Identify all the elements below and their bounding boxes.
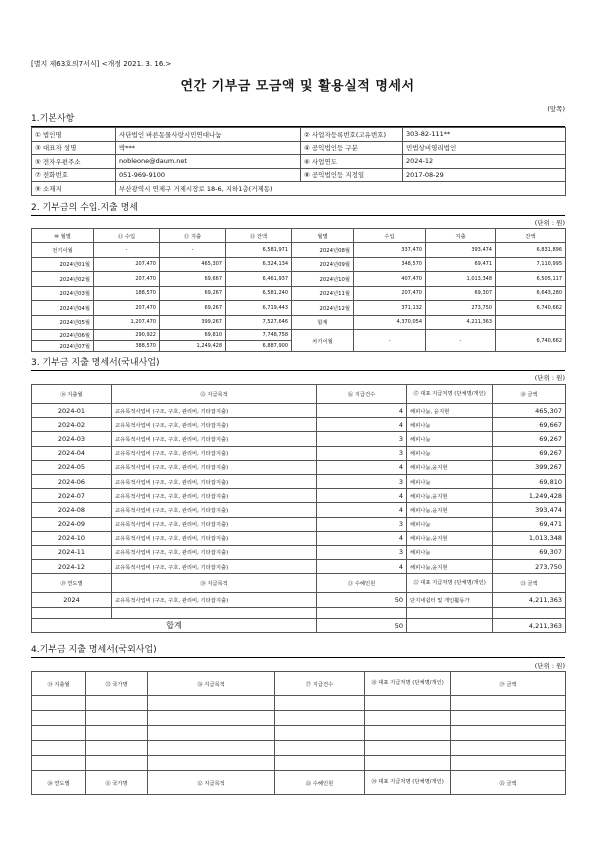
empty-cell bbox=[365, 726, 451, 741]
month-cell: 2024-08 bbox=[32, 503, 112, 517]
table-row bbox=[32, 272, 566, 287]
empty-cell bbox=[365, 696, 451, 711]
month-cell: 2024-09 bbox=[32, 517, 112, 531]
month-cell: 2024-12 bbox=[32, 560, 112, 574]
column-header: 수입 bbox=[354, 229, 426, 243]
count-cell: 4 bbox=[317, 503, 407, 517]
month-cell: 2024-11 bbox=[32, 545, 112, 559]
balance-cell: 6,719,443 bbox=[226, 301, 292, 316]
income-cell: 371,132 bbox=[354, 301, 426, 316]
expense-cell: 393,474 bbox=[426, 243, 496, 258]
table-row bbox=[32, 141, 566, 155]
column-header: ㉚ 연도별 bbox=[32, 771, 86, 795]
column-header: 잔액 bbox=[496, 229, 566, 243]
column-header: ㉑ 수혜인원 bbox=[317, 574, 407, 593]
column-header: ㉓ 금액 bbox=[493, 574, 566, 593]
amount-cell: 69,810 bbox=[493, 474, 566, 488]
count-cell: 3 bbox=[317, 517, 407, 531]
month-cell: 2024년11월 bbox=[292, 286, 354, 301]
empty-cell bbox=[275, 696, 365, 711]
amount-cell: 69,267 bbox=[493, 432, 566, 446]
table-row bbox=[32, 182, 566, 196]
total-label: 합계 bbox=[32, 619, 317, 633]
purpose-cell: 교유목적사업비 (구조, 구호, 관리비, 기타잡지출) bbox=[112, 531, 317, 545]
month-cell: 2024년04월 bbox=[32, 301, 94, 316]
domestic-expense-table bbox=[31, 384, 566, 633]
empty-cell bbox=[365, 756, 451, 771]
expense-cell: 1,013,348 bbox=[426, 272, 496, 287]
amount-cell: 1,013,348 bbox=[493, 531, 566, 545]
empty-cell bbox=[148, 741, 275, 756]
purpose-cell: 교유목적사업비 (구조, 구호, 관리비, 기타잡지출) bbox=[112, 489, 317, 503]
month-cell: 2024년02월 bbox=[32, 272, 94, 287]
carry-balance: 6,740,662 bbox=[496, 330, 566, 352]
empty-cell bbox=[275, 711, 365, 726]
table-row bbox=[32, 608, 566, 619]
purpose-cell: 교유목적사업비 (구조, 구호, 관리비, 기타잡지출) bbox=[112, 460, 317, 474]
month-cell: 2024년10월 bbox=[292, 272, 354, 287]
expense-cell: 69,267 bbox=[160, 286, 226, 301]
income-cell: 348,570 bbox=[354, 257, 426, 272]
field-label: ① 법인명 bbox=[32, 128, 116, 142]
balance-cell: 7,748,758 bbox=[226, 330, 292, 341]
recipient-cell: 해피나눔 bbox=[407, 432, 493, 446]
month-cell: 2024-05 bbox=[32, 460, 112, 474]
column-header: ㉙ 금액 bbox=[451, 672, 566, 696]
column-header: ⑭ 지출월 bbox=[32, 385, 112, 404]
month-cell: 2024-01 bbox=[32, 404, 112, 418]
column-header: ⑬ 잔액 bbox=[226, 229, 292, 243]
field-label: ⑥ 사업연도 bbox=[301, 155, 403, 169]
field-value: 부산광역시 연제구 거제시장로 18-6, 지하1층(거제동) bbox=[116, 182, 566, 196]
table-row bbox=[32, 545, 566, 559]
count-cell: 3 bbox=[317, 432, 407, 446]
amount-cell: 4,211,363 bbox=[493, 593, 566, 608]
amount-cell: 273,750 bbox=[493, 560, 566, 574]
field-label: ⑨ 소재지 bbox=[32, 182, 116, 196]
column-header: ⑲ 연도별 bbox=[32, 574, 112, 593]
field-label: ④ 공익법인등 구분 bbox=[301, 141, 403, 155]
month-cell: 2024년08월 bbox=[292, 243, 354, 258]
table-row bbox=[32, 517, 566, 531]
amount-cell: 69,267 bbox=[493, 446, 566, 460]
table-row bbox=[32, 418, 566, 432]
table-row bbox=[32, 404, 566, 418]
purpose-cell: 교유목적사업비 (구조, 구호, 관리비, 기타잡지출) bbox=[112, 404, 317, 418]
income-cell: 207,470 bbox=[94, 272, 160, 287]
side-note: (앞쪽) bbox=[547, 105, 565, 113]
expense-cell: 69,267 bbox=[160, 301, 226, 316]
table-row bbox=[32, 330, 566, 341]
balance-cell: 6,461,937 bbox=[226, 272, 292, 287]
month-cell: 2024-02 bbox=[32, 418, 112, 432]
total-beneficiaries: 50 bbox=[317, 619, 407, 633]
expense-cell: 399,267 bbox=[160, 315, 226, 330]
field-label: ⑤ 전자우편주소 bbox=[32, 155, 116, 169]
section2-unit: (단위 : 원) bbox=[534, 219, 565, 227]
empty-cell bbox=[32, 741, 86, 756]
month-cell: 전기이월 bbox=[32, 243, 94, 258]
table-row bbox=[32, 243, 566, 258]
count-cell: 4 bbox=[317, 560, 407, 574]
column-header: ㉗ 지급건수 bbox=[275, 672, 365, 696]
recipient-cell: 해피나눔 bbox=[407, 517, 493, 531]
amount-cell: 69,667 bbox=[493, 418, 566, 432]
balance-cell: 6,581,971 bbox=[226, 243, 292, 258]
count-cell: 3 bbox=[317, 545, 407, 559]
purpose-cell: 교유목적사업비 (구조, 구호, 관리비, 기타잡지출) bbox=[112, 474, 317, 488]
income-cell: 407,470 bbox=[354, 272, 426, 287]
table-row bbox=[32, 286, 566, 301]
amount-cell: 69,471 bbox=[493, 517, 566, 531]
month-cell: 2024년01월 bbox=[32, 257, 94, 272]
amount-cell: 465,307 bbox=[493, 404, 566, 418]
balance-cell: 7,527,646 bbox=[226, 315, 292, 330]
balance-cell: 6,581,240 bbox=[226, 286, 292, 301]
empty-cell bbox=[407, 619, 493, 633]
expense-cell: 69,667 bbox=[160, 272, 226, 287]
balance-cell: 6,740,662 bbox=[496, 301, 566, 316]
empty-cell bbox=[451, 711, 566, 726]
month-cell: 2024년03월 bbox=[32, 286, 94, 301]
month-cell: 2024-04 bbox=[32, 446, 112, 460]
table-row bbox=[32, 711, 566, 726]
table-row bbox=[32, 503, 566, 517]
income-cell: 337,470 bbox=[354, 243, 426, 258]
total-label: 합계 bbox=[292, 315, 354, 330]
recipient-cell: 해피나눔,윤지현 bbox=[407, 560, 493, 574]
recipient-cell: 해피나눔 bbox=[407, 545, 493, 559]
empty-cell bbox=[32, 756, 86, 771]
field-label: ⑦ 전화번호 bbox=[32, 168, 116, 182]
empty-cell bbox=[407, 608, 493, 619]
field-value: 303-82-111** bbox=[403, 128, 566, 142]
field-value: 민법상비영리법인 bbox=[403, 141, 566, 155]
carry-label: 차기이월 bbox=[292, 330, 354, 352]
expense-cell: 1,249,428 bbox=[160, 341, 226, 352]
table-row bbox=[32, 460, 566, 474]
table-row bbox=[32, 432, 566, 446]
amount-cell: 393,474 bbox=[493, 503, 566, 517]
header-row bbox=[32, 229, 566, 243]
month-cell: 2024-07 bbox=[32, 489, 112, 503]
column-header: 지출 bbox=[426, 229, 496, 243]
total-income: 4,370,054 bbox=[354, 315, 426, 330]
income-cell: 188,570 bbox=[94, 286, 160, 301]
balance-cell: 6,831,896 bbox=[496, 243, 566, 258]
column-header: ⑱ 금액 bbox=[493, 385, 566, 404]
balance-cell: 6,324,134 bbox=[226, 257, 292, 272]
empty-cell bbox=[86, 741, 148, 756]
empty-cell bbox=[275, 741, 365, 756]
table-row bbox=[32, 560, 566, 574]
count-cell: 3 bbox=[317, 446, 407, 460]
table-row bbox=[32, 257, 566, 272]
month-cell: 2024년05월 bbox=[32, 315, 94, 330]
overseas-expense-table bbox=[31, 671, 566, 795]
field-value: 사단법인 바른동물사랑시민연대나눔 bbox=[116, 128, 301, 142]
beneficiary-cell: 50 bbox=[317, 593, 407, 608]
year-cell: 2024 bbox=[32, 593, 112, 608]
count-cell: 4 bbox=[317, 460, 407, 474]
empty-cell bbox=[112, 608, 317, 619]
column-header: ⑩ 월별 bbox=[32, 229, 94, 243]
table-row bbox=[32, 128, 566, 142]
empty-cell bbox=[365, 711, 451, 726]
header-row bbox=[32, 574, 566, 593]
header-row bbox=[32, 771, 566, 795]
income-cell: 388,570 bbox=[94, 341, 160, 352]
empty-cell bbox=[317, 608, 407, 619]
balance-cell: 6,505,117 bbox=[496, 272, 566, 287]
empty-cell bbox=[86, 756, 148, 771]
empty-cell bbox=[365, 741, 451, 756]
carry-expense: - bbox=[426, 330, 496, 352]
purpose-cell: 교유목적사업비 (구조, 구호, 관리비, 기타잡지출) bbox=[112, 446, 317, 460]
month-cell: 2024년12월 bbox=[292, 301, 354, 316]
header-row bbox=[32, 672, 566, 696]
purpose-cell: 교유목적사업비 (구조, 구호, 관리비, 기타잡지출) bbox=[112, 545, 317, 559]
recipient-cell: 해피나눔,윤지현 bbox=[407, 489, 493, 503]
amount-cell: 399,267 bbox=[493, 460, 566, 474]
header-row bbox=[32, 385, 566, 404]
expense-cell: 273,750 bbox=[426, 301, 496, 316]
column-header: ㉖ 지급목적 bbox=[148, 672, 275, 696]
empty-cell bbox=[32, 711, 86, 726]
column-header: ⑫ 지출 bbox=[160, 229, 226, 243]
empty-cell bbox=[86, 711, 148, 726]
table-row bbox=[32, 726, 566, 741]
empty-cell bbox=[86, 726, 148, 741]
field-value: 051-969-9100 bbox=[116, 168, 301, 182]
purpose-cell: 교유목적사업비 (구조, 구호, 관리비, 기타잡지출) bbox=[112, 560, 317, 574]
amount-cell: 69,307 bbox=[493, 545, 566, 559]
column-header: ㉔ 지출월 bbox=[32, 672, 86, 696]
income-cell: - bbox=[94, 243, 160, 258]
month-cell: 2024-06 bbox=[32, 474, 112, 488]
income-cell: 207,470 bbox=[94, 301, 160, 316]
column-header: 월별 bbox=[292, 229, 354, 243]
income-cell: 1,207,470 bbox=[94, 315, 160, 330]
recipient-cell: 단지네쉼터 및 개인활동가 bbox=[407, 593, 493, 608]
table-row bbox=[32, 155, 566, 169]
expense-cell: 69,471 bbox=[426, 257, 496, 272]
count-cell: 3 bbox=[317, 474, 407, 488]
table-row bbox=[32, 756, 566, 771]
table-row bbox=[32, 301, 566, 316]
empty-cell bbox=[275, 726, 365, 741]
expense-cell: - bbox=[160, 243, 226, 258]
column-header: ⑯ 지급건수 bbox=[317, 385, 407, 404]
recipient-cell: 해피나눔,윤지현 bbox=[407, 503, 493, 517]
total-expense: 4,211,363 bbox=[426, 315, 496, 330]
field-value: 2024-12 bbox=[403, 155, 566, 169]
count-cell: 4 bbox=[317, 489, 407, 503]
purpose-cell: 교유목적사업비 (구조, 구호, 관리비, 기타잡지출) bbox=[112, 432, 317, 446]
recipient-cell: 해피나눔 bbox=[407, 446, 493, 460]
column-header: ㉕ 국가명 bbox=[86, 672, 148, 696]
income-cell: 207,470 bbox=[94, 257, 160, 272]
recipient-cell: 해피나눔, 윤지현 bbox=[407, 404, 493, 418]
column-header: ㉘ 대표 지급처명 (단체명/개인) bbox=[365, 672, 451, 696]
empty-cell bbox=[32, 726, 86, 741]
empty-cell bbox=[451, 696, 566, 711]
table-row bbox=[32, 489, 566, 503]
empty-cell bbox=[148, 696, 275, 711]
table-row bbox=[32, 315, 566, 330]
purpose-cell: 교유목적사업비 (구조, 구호, 관리비, 기타잡지출) bbox=[112, 418, 317, 432]
form-label: [별지 제63호의7서식] <개정 2021. 3. 16.> bbox=[31, 60, 172, 68]
column-header: ㉞ 대표 지급처명 (단체명/개인) bbox=[365, 771, 451, 795]
carry-income: - bbox=[354, 330, 426, 352]
month-cell: 2024년09월 bbox=[292, 257, 354, 272]
field-label: ⑧ 공익법인등 지정일 bbox=[301, 168, 403, 182]
count-cell: 4 bbox=[317, 531, 407, 545]
section4-heading: 4.기부금 지출 명세서(국외사업) bbox=[31, 644, 565, 658]
column-header: ㉒ 대표 지급처명 (단체명/개인) bbox=[407, 574, 493, 593]
table-row bbox=[32, 741, 566, 756]
column-header: ⑰ 대표 지급처명 (단체명/개인) bbox=[407, 385, 493, 404]
count-cell: 4 bbox=[317, 418, 407, 432]
total-balance bbox=[496, 315, 566, 330]
empty-cell bbox=[148, 711, 275, 726]
table-row bbox=[32, 593, 566, 608]
expense-cell: 69,810 bbox=[160, 330, 226, 341]
column-header: ㉝ 수혜인원 bbox=[275, 771, 365, 795]
balance-cell: 6,887,900 bbox=[226, 341, 292, 352]
table-row bbox=[32, 696, 566, 711]
basic-info-table bbox=[31, 127, 566, 196]
section4-unit: (단위 : 원) bbox=[534, 662, 565, 670]
recipient-cell: 해피나눔 bbox=[407, 474, 493, 488]
column-header: ⑪ 수입 bbox=[94, 229, 160, 243]
purpose-cell: 교유목적사업비 (구조, 구호, 관리비, 기타잡지출) bbox=[112, 593, 317, 608]
column-header: ⑳ 지급목적 bbox=[112, 574, 317, 593]
purpose-cell: 교유목적사업비 (구조, 구호, 관리비, 기타잡지출) bbox=[112, 503, 317, 517]
field-value: 2017-08-29 bbox=[403, 168, 566, 182]
month-cell: 2024-03 bbox=[32, 432, 112, 446]
table-row bbox=[32, 446, 566, 460]
month-cell: 2024-10 bbox=[32, 531, 112, 545]
income-cell: 290,922 bbox=[94, 330, 160, 341]
table-row bbox=[32, 474, 566, 488]
column-header: ㉟ 금액 bbox=[451, 771, 566, 795]
empty-cell bbox=[493, 608, 566, 619]
page-title: 연간 기부금 모금액 및 활용실적 명세서 bbox=[180, 79, 415, 94]
income-expense-table bbox=[31, 228, 566, 352]
column-header: ⑮ 지급목적 bbox=[112, 385, 317, 404]
section2-heading: 2. 기부금의 수입.지출 명세 bbox=[31, 202, 565, 216]
empty-cell bbox=[148, 756, 275, 771]
count-cell: 4 bbox=[317, 404, 407, 418]
recipient-cell: 해피나눔 bbox=[407, 418, 493, 432]
empty-cell bbox=[32, 608, 112, 619]
section3-heading: 3. 기부금 지출 명세서(국내사업) bbox=[31, 357, 565, 371]
amount-cell: 1,249,428 bbox=[493, 489, 566, 503]
purpose-cell: 교유목적사업비 (구조, 구호, 관리비, 기타잡지출) bbox=[112, 517, 317, 531]
section1-heading: 1.기본사항 bbox=[31, 113, 565, 127]
income-cell: 207,470 bbox=[354, 286, 426, 301]
expense-cell: 69,307 bbox=[426, 286, 496, 301]
empty-cell bbox=[451, 756, 566, 771]
month-cell: 2024년07월 bbox=[32, 341, 94, 352]
recipient-cell: 해피나눔,윤지현 bbox=[407, 460, 493, 474]
total-amount: 4,211,363 bbox=[493, 619, 566, 633]
section3-unit: (단위 : 원) bbox=[534, 374, 565, 382]
recipient-cell: 해피나눔,윤지현 bbox=[407, 531, 493, 545]
empty-cell bbox=[32, 696, 86, 711]
empty-cell bbox=[275, 756, 365, 771]
field-value: 박*** bbox=[116, 141, 301, 155]
expense-cell: 465,307 bbox=[160, 257, 226, 272]
column-header: ㉛ 국가명 bbox=[86, 771, 148, 795]
table-row bbox=[32, 168, 566, 182]
table-row bbox=[32, 531, 566, 545]
field-value: nobleone@daum.net bbox=[116, 155, 301, 169]
balance-cell: 7,110,995 bbox=[496, 257, 566, 272]
empty-cell bbox=[86, 696, 148, 711]
field-label: ② 사업자등록번호(고유번호) bbox=[301, 128, 403, 142]
empty-cell bbox=[451, 726, 566, 741]
total-row bbox=[32, 619, 566, 633]
column-header: ㉜ 지급목적 bbox=[148, 771, 275, 795]
balance-cell: 6,643,280 bbox=[496, 286, 566, 301]
empty-cell bbox=[451, 741, 566, 756]
month-cell: 2024년06월 bbox=[32, 330, 94, 341]
field-label: ③ 대표자 성명 bbox=[32, 141, 116, 155]
empty-cell bbox=[148, 726, 275, 741]
